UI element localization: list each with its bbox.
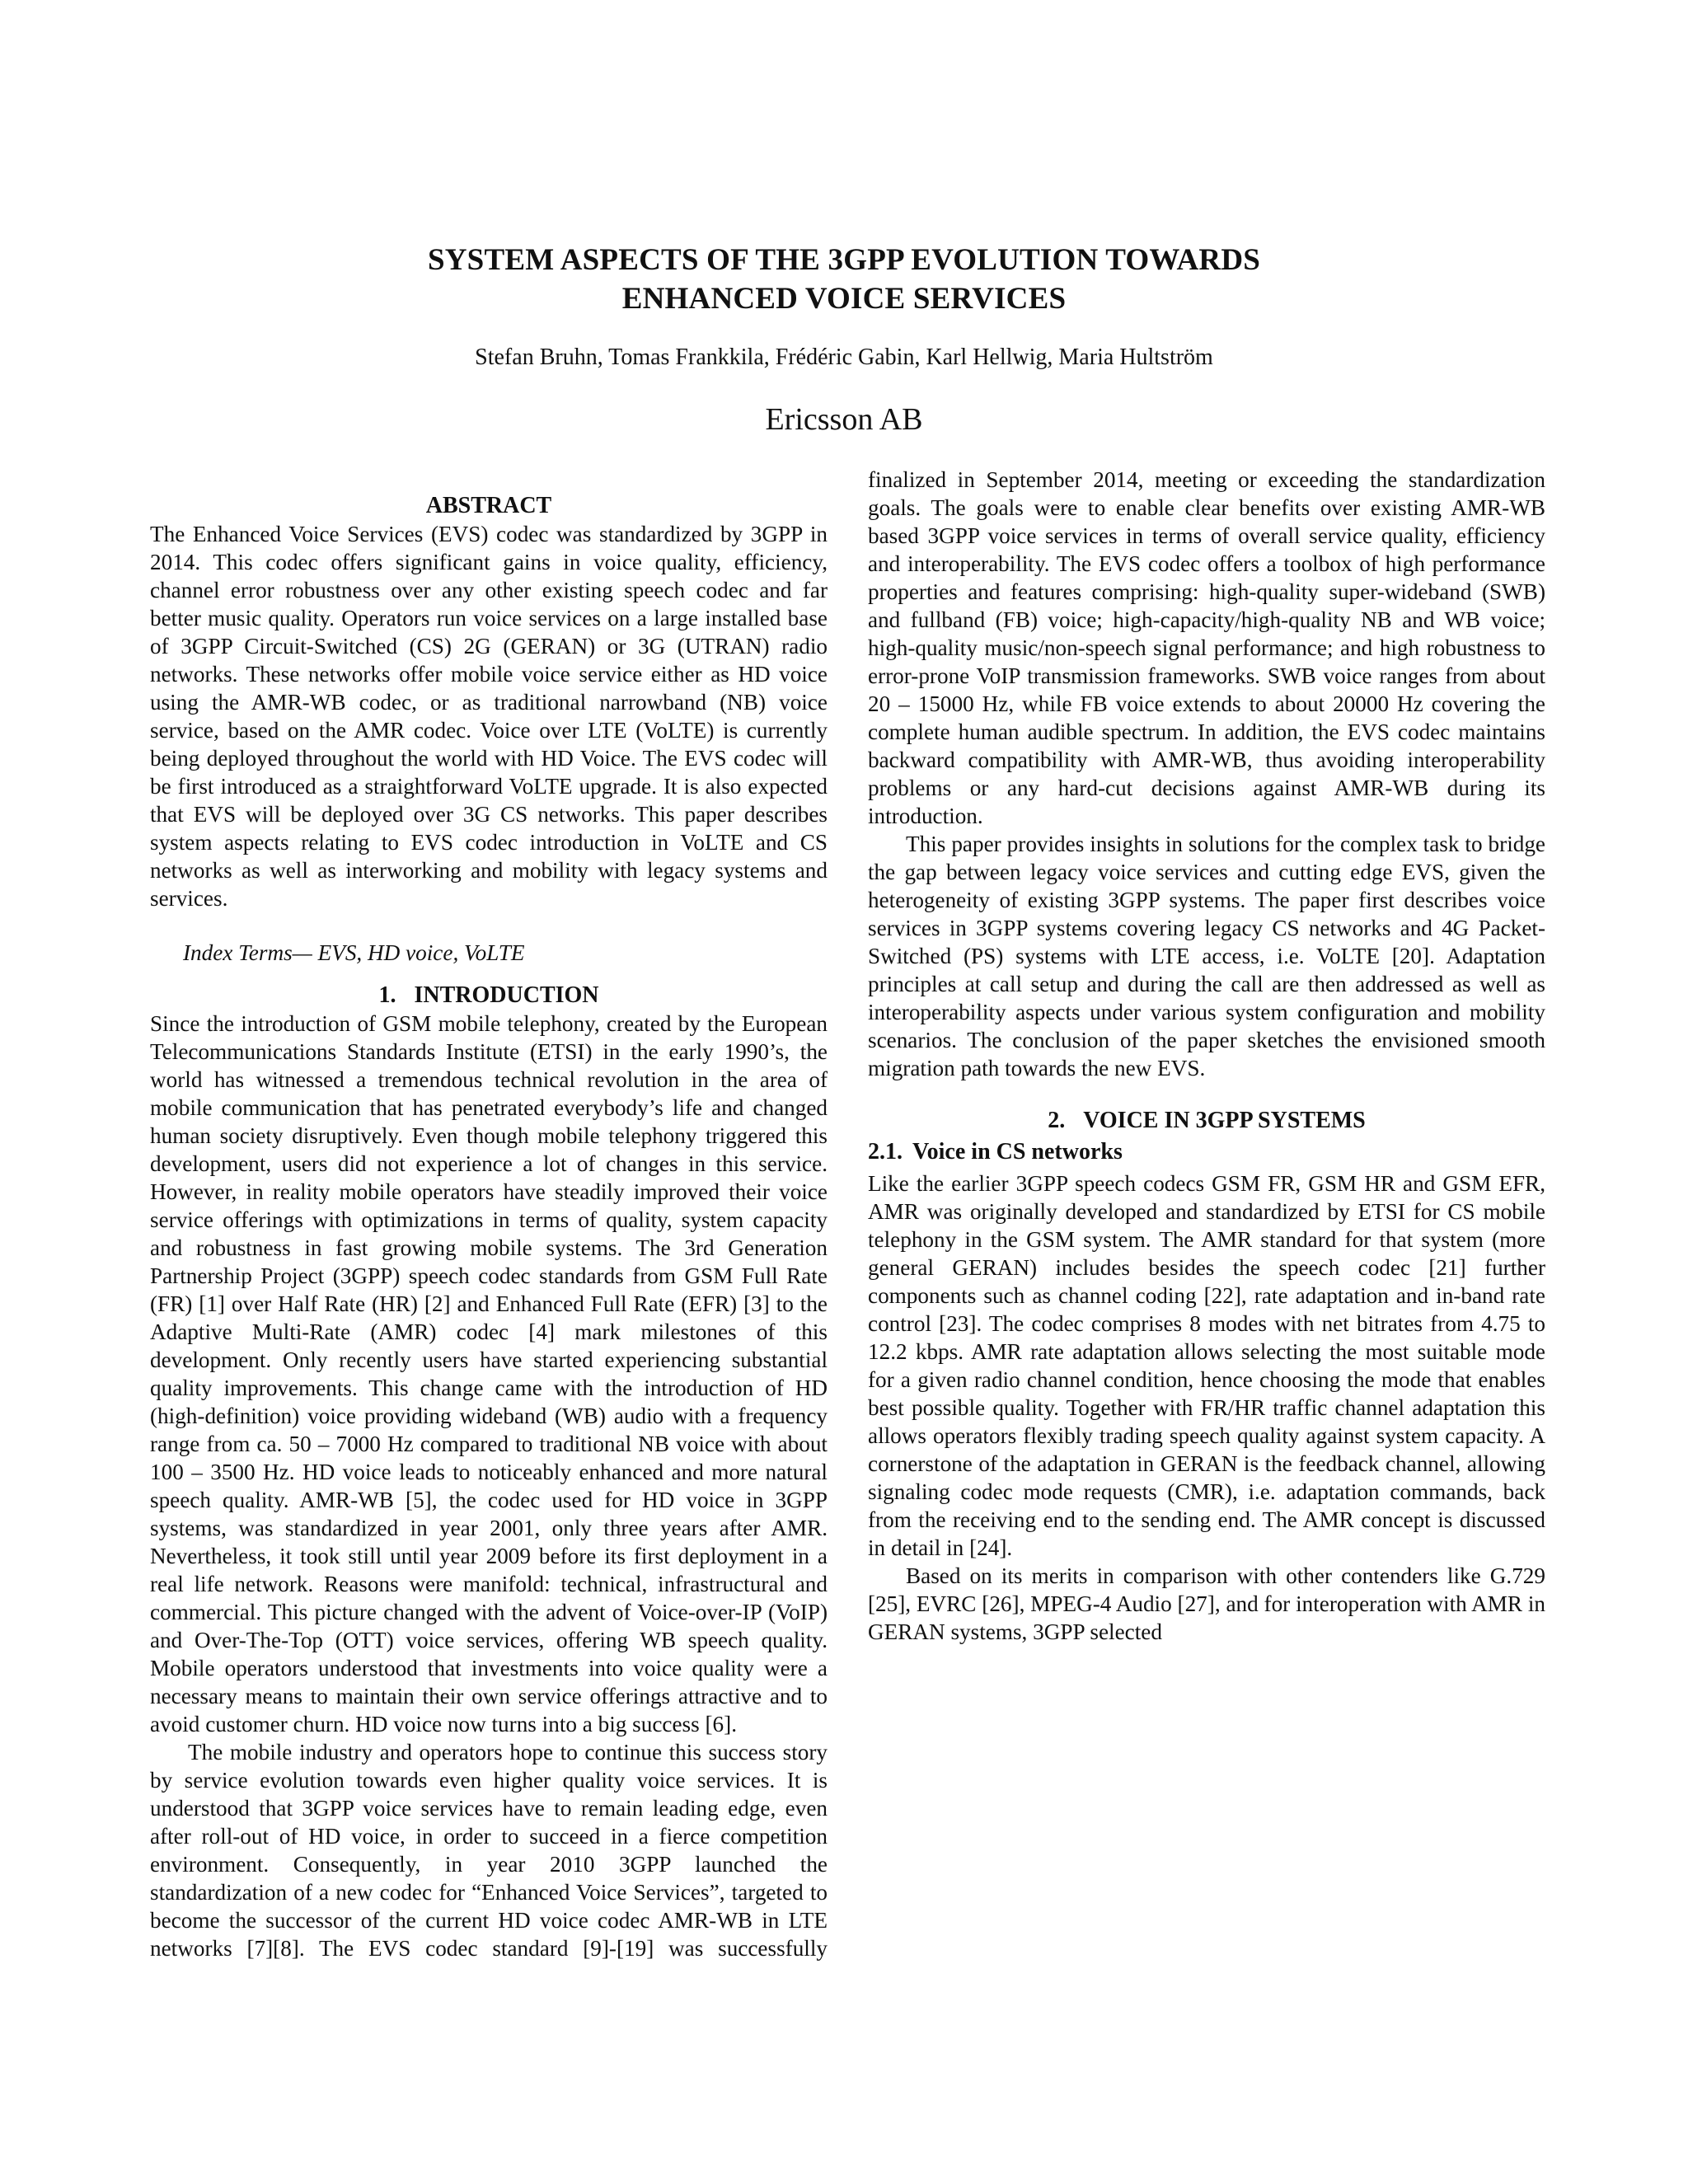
section-2-heading xyxy=(868,1107,1545,1135)
section-2-paragraph-2: Based on its merits in comparison with other contenders like G.729 [25], EVRC [26], MPEG-4 Audio [27], and for interoperation with AMR in GERAN systems, 3GPP selected xyxy=(868,1563,1545,1644)
left-column xyxy=(150,466,828,1962)
section-1-heading xyxy=(150,982,828,1010)
section-2-paragraph-1: Like the earlier 3GPP speech codecs GSM FR, GSM HR and GSM EFR, AMR was originally developed and standardized by ETSI for CS mobile telephony in the GSM system. The AMR standard for that system (more general GERAN) includes besides the speech codec [21] further components such as channel coding [22], rate adaptation and in-band rate control [23]. The codec comprises 8 modes with net bitrates from 4.75 to 12.2 kbps. AMR rate adaptation allows selecting the most suitable mode for a given radio channel condition, hence choosing the mode that enables best possible quality. Together with FR/HR traffic channel adaptation this allows operators flexibly trading speech quality against system capacity. A cornerstone of the adaptation in GERAN is the feedback channel, allowing signaling codec mode requests (CMR), i.e. adaptation commands, back from the receiving end to the sending end. The AMR concept is discussed in detail in [24]. xyxy=(868,1171,1545,1560)
intro-paragraph-2: The mobile industry and operators hope to continue this success story by service evolution towards even higher quality voice services. It is understood that 3GPP voice services have to remain leading edge, even after roll-out of HD voice, in order to succeed in a fierce competition environment. Consequently, in year 2010 3GPP launched the standardization of a new codec for “Enhanced Voice Services”, targeted to become the successor of the current HD voice codec AMR-WB in LTE networks [7][8]. The EVS codec standard [9]-[19] was successfully xyxy=(150,1740,828,1961)
affiliation: Ericsson AB xyxy=(765,402,923,437)
subsection-2-1-title: Voice in CS networks xyxy=(912,1139,1123,1165)
intro-paragraph-1: Since the introduction of GSM mobile telephony, created by the European Telecommunications Standards Institute (ETSI) in the early 1990’s, the world has witnessed a tremendous technical revolution in the area of mobile communication that has penetrated everybody’s life and changed human society disruptively. Even though mobile telephony triggered this development, users did not experience a lot of changes in this service. However, in reality mobile operators have steadily improved their voice service offerings with optimizations in terms of quality, system capacity and robustness in fast growing mobile systems. The 3rd Generation Partnership Project (3GPP) speech codec standards from GSM Full Rate (FR) [1] over Half Rate (HR) [2] and Enhanced Full Rate (EFR) [3] to the Adaptive Multi-Rate (AMR) codec [4] mark milestones of this development. Only recently users have started experiencing substantial quality improvements. This change came with the introduction of HD (high-definition) voice providing wideband (WB) audio with a frequency range from ca. 50 – 7000 Hz compared to traditional NB voice with about 100 – 3500 Hz. HD voice leads to noticeably enhanced and more natural speech quality. AMR-WB [5], the codec used for HD voice in 3GPP systems, was standardized in year 2001, only three years after AMR. Nevertheless, it took still until year 2009 before its first deployment in a real life network. Reasons were manifold: technical, infrastructural and commercial. This picture changed with the advent of Voice-over-IP (VoIP) and Over-The-Top (OTT) voice services, offering WB speech quality. Mobile operators understood that investments into voice quality were a necessary means to maintain their own service offerings attractive and to avoid customer churn. HD voice now turns into a big success [6]. xyxy=(150,1011,828,1736)
index-terms: Index Terms— EVS, HD voice, VoLTE xyxy=(183,940,525,965)
paper-title-line-2: ENHANCED VOICE SERVICES xyxy=(621,282,1067,316)
paper-title-line-1: SYSTEM ASPECTS OF THE 3GPP EVOLUTION TOWARDS xyxy=(427,243,1261,277)
section-1-title: INTRODUCTION xyxy=(414,982,599,1008)
subsection-2-1-heading xyxy=(868,1138,1545,1166)
intro-paragraph-3: This paper provides insights in solutions for the complex task to bridge the gap between legacy voice services and cutting edge EVS, given the heterogeneity of existing 3GPP systems. The paper first describes voice services in 3GPP systems covering legacy CS networks and 4G Packet-Switched (PS) systems with LTE access, i.e. VoLTE [20]. Adaptation principles at call setup and during the call are then addressed as well as interoperability aspects under various system configuration and mobility scenarios. The conclusion of the paper sketches the envisioned smooth migration path towards the new EVS. xyxy=(868,832,1545,1080)
paper-title xyxy=(0,241,1688,318)
section-2-number: 2. xyxy=(1048,1108,1066,1133)
section-1-number: 1. xyxy=(378,982,396,1008)
right-column xyxy=(868,466,1545,1646)
section-2-title: VOICE IN 3GPP SYSTEMS xyxy=(1083,1108,1366,1133)
abstract-text: The Enhanced Voice Services (EVS) codec was standardized by 3GPP in 2014. This codec offers significant gains in voice quality, efficiency, channel error robustness over any other existing speech codec and far better music quality. Operators run voice services on a large installed base of 3GPP Circuit-Switched (CS) 2G (GERAN) or 3G (UTRAN) radio networks. These networks offer mobile voice service either as HD voice using the AMR-WB codec, or as traditional narrowband (NB) voice service, based on the AMR codec. Voice over LTE (VoLTE) is currently being deployed throughout the world with HD Voice. The EVS codec will be first introduced as a straightforward VoLTE upgrade. It is also expected that EVS will be deployed over 3G CS networks. This paper describes system aspects relating to EVS codec introduction in VoLTE and CS networks as well as interworking and mobility with legacy systems and services. xyxy=(150,522,828,911)
subsection-2-1-number: 2.1. xyxy=(868,1139,903,1165)
abstract-heading: ABSTRACT xyxy=(425,493,552,518)
intro-paragraph-2-continued: finalized in September 2014, meeting or exceeding the standardization goals. The goals were to enable clear benefits over existing AMR-WB based 3GPP voice services in terms of overall service quality, efficiency and interoperability. The EVS codec offers a toolbox of high performance properties and features comprising: high-quality super-wideband (SWB) and fullband (FB) voice; high-capacity/high-quality NB and WB voice; high-quality music/non-speech signal performance; and high robustness to error-prone VoIP transmission frameworks. SWB voice ranges from about 20 – 15000 Hz, while FB voice extends to about 20000 Hz covering the complete human audible spectrum. In addition, the EVS codec maintains backward compatibility with AMR-WB, thus avoiding interoperability problems or any hard-cut decisions against AMR-WB during its introduction. xyxy=(868,467,1545,828)
author-list: Stefan Bruhn, Tomas Frankkila, Frédéric Gabin, Karl Hellwig, Maria Hultström xyxy=(475,344,1213,370)
